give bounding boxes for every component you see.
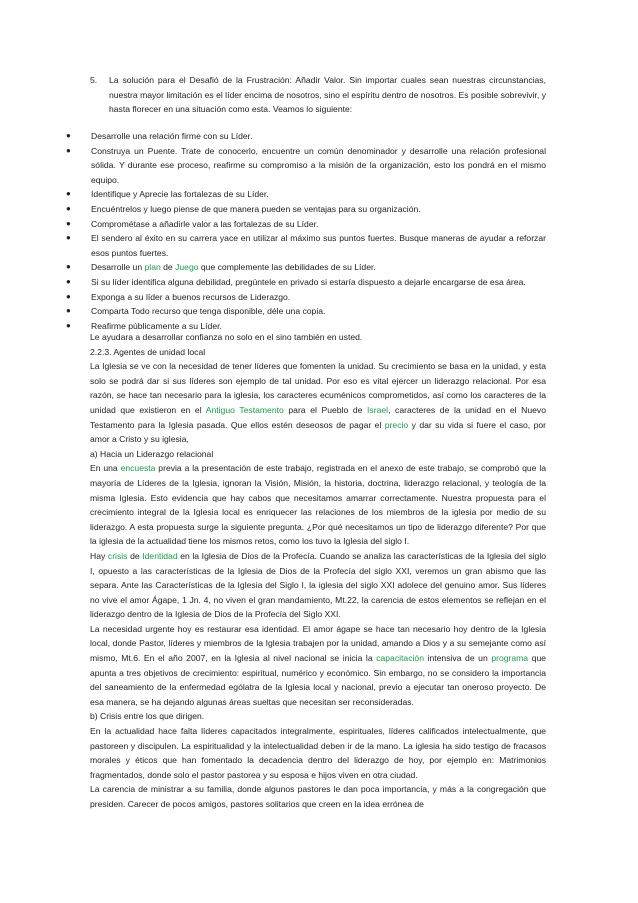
paragraph: La carencia de ministrar a su familia, donde algunos pastores le dan poca importancia, y más a la congregación que presiden. Carecer de pocos amigos, pastores solitarios que creen en la idea errónea de [90, 784, 546, 809]
paragraph: En la actualidad hace falta líderes capacitados integralmente, espirituales, líderes calificados intelectualmente, que pastoreen y discipulen. La espiritualidad y la intelectualidad deben ir de la mano. La iglesia ha sido testigo de fracasos morales y éticos que han fomentado la decadencia dentro del liderazgo de hoy, por ejemplo en: Matrimonios fragmentados, donde solo el pastor pastorea y su esposa e hijos viven en otra ciudad. [90, 726, 546, 780]
bullet-icon: ● [66, 189, 71, 199]
subsection-heading: a) Hacia un Liderazgo relacional [90, 448, 214, 459]
item-number: 5. [90, 75, 98, 85]
bullet-icon: ● [66, 233, 71, 243]
bullet-item: ● Comparta Todo recurso que tenga disponible, déle una copia. [66, 304, 546, 319]
encuesta-link[interactable]: encuesta [120, 463, 156, 474]
bullet-icon: ● [66, 131, 71, 140]
paragraph: Hay crisis de Identidad en la Iglesia de Dios de la Profecía. Cuando se analiza las características de la Iglesia del siglo I, opuesto a las características de la Iglesia de Dios de la Profecía del siglo XXI, veremos un gran abismo que las separa. Ante las Características de la Iglesia del Siglo I, la iglesia del siglo XXI adolece del genuino amor. Sus líderes no vive el amor Ágape, 1 Jn. 4, no viven el gran mandamiento, Mt.22, la carencia de estos elementos se reflejan en el liderazgo dentro de la Iglesia de Dios de la Profecía del Siglo XXI. [90, 550, 547, 620]
section-heading: 2.2.3. Agentes de unidad local [90, 346, 206, 357]
bullet-item: ● Reafirme públicamente a su Líder. [66, 319, 546, 334]
subsection-heading: b) Crisis entre los que dirigen. [90, 711, 205, 722]
bullet-list [66, 129, 546, 333]
bullet-item: ● Desarrolle un plan de Juego que complemente las debilidades de su Líder. [66, 260, 546, 275]
juego-link[interactable]: Juego [175, 262, 199, 273]
bullet-item: ● Construya un Puente. Trate de conocerlo, encuentre un común denominador y desarrolle una relación profesional sólida. Y durante ese proceso, reafirme su compromiso a la misión de la organización, esto los pondrá en el mismo equipo. [66, 145, 546, 185]
paragraph: En una encuesta previa a la presentación de este trabajo, registrada en el anexo de este trabajo, se comprobó que la mayoría de Líderes de la Iglesia, ignoran la Visión, Misión, la historia, doctrina, liderazgo relacional, y teología de la misma Iglesia. Esto evidencia que hay cabos que necesitamos amarrar correctamente. Nuestra propuesta para el crecimiento integral de la Iglesia local es enriquecer las relaciones de los miembros de la iglesia por medio de su liderazgo. A esta propuesta surge la siguiente pregunta. ¿Por qué necesitamos un tipo de liderazgo diferente? Por que la iglesia de la actualidad tiene los mismos retos, como los tuvo la Iglesia del siglo I. [90, 463, 547, 547]
bullet-icon: ● [66, 276, 71, 286]
paragraph: La necesidad urgente hoy es restaurar esa identidad. El amor ágape se hace tan necesario hoy dentro de la Iglesia local, donde Pastor, líderes y miembros de la Iglesia trabajen por la unidad, amando a Dios y a su semejante como así mismo, Mt.6. En el año 2007, en la Iglesia al nivel nacional se inicia la capacitación intensiva de un programa que apunta a tres objetivos de crecimiento: espiritual, numérico y económico. Sin embargo, no se considero la importancia del saneamiento de la enfermedad ególatra de la Iglesia local y nacional, previo a ejecutar tan oneroso proyecto. De esa manera, se ha dejando algunas áreas sueltas que necesitan ser reconsideradas. [90, 623, 547, 707]
item-text: La solución para el Desafió de la Frustración: Añadir Valor. Sin importar cuales sean nuestras circunstancias, nuestra mayor limitación es el líder encima de nosotros, sino el espíritu dentro de nosotros. Es posible sobrevivir, y hasta florecer en una situación como esta. Veamos lo siguiente: [109, 75, 546, 115]
antiguo-testamento-link[interactable]: Antiguo Testamento [205, 404, 284, 415]
bullet-item: ● Comprométase a añadirle valor a las fortalezas de su Líder. [66, 217, 546, 232]
israel-link[interactable]: Israel [367, 404, 389, 415]
bullet-icon: ● [66, 291, 71, 301]
bullet-icon: ● [66, 203, 71, 213]
bullet-icon: ● [66, 218, 71, 228]
paragraph: La Iglesia se ve con la necesidad de tener líderes que fomenten la unidad. Su crecimiento se basa en la unidad, y esta solo se podrá dar si sus líderes son ejemplo de tal unidad. Por eso es vital ejercer un liderazgo relacional. Por esa razón, se hace tan necesario para la iglesia, los caracteres ecuménicos comprometidos, así como los caracteres de la unidad que existieron en el Antiguo Testamento para el Pueblo de Israel, caracteres de la unidad en el Nuevo Testamento para la Iglesia pasada. Que ellos estén deseosos de pagar el precio y dar su vida si fuere el caso, por amor a Cristo y su iglesia, [90, 361, 546, 445]
plan-link[interactable]: plan [144, 262, 161, 273]
bullet-item: ● Identifique y Aprecie las fortalezas de su Líder. [66, 187, 546, 202]
programa-link[interactable]: programa [491, 653, 529, 664]
bullet-item: ● Encuéntrelos y luego piense de que manera pueden se ventajas para su organización. [66, 202, 546, 217]
body-text [90, 330, 546, 812]
capacitacion-link[interactable]: capacitación [376, 653, 424, 664]
bullet-item: ● El sendero al éxito en su carrera yace en utilizar al máximo sus puntos fuertes. Busque maneras de ayudar a reforzar esos puntos fuertes. [66, 233, 546, 258]
bullet-icon: ● [66, 320, 71, 330]
paragraph: Le ayudara a desarrollar confianza no solo en el sino también en usted. [90, 332, 363, 342]
identidad-link[interactable]: Identidad [142, 550, 178, 561]
bullet-item: ● Exponga a su líder a buenos recursos de Liderazgo. [66, 290, 546, 305]
bullet-icon: ● [66, 306, 71, 316]
bullet-icon: ● [66, 262, 71, 272]
crisis-link[interactable]: crisis [107, 550, 128, 561]
numbered-item-5 [90, 73, 546, 117]
precio-link[interactable]: precio [384, 419, 409, 430]
bullet-item: ● Si su líder identifica alguna debilidad, pregúntele en privado si estaría dispuesto a dejarle encargarse de esa área. [66, 275, 546, 290]
bullet-icon: ● [66, 145, 71, 155]
bullet-item: ● Desarrolle una relación firme con su Líder. [66, 129, 546, 144]
